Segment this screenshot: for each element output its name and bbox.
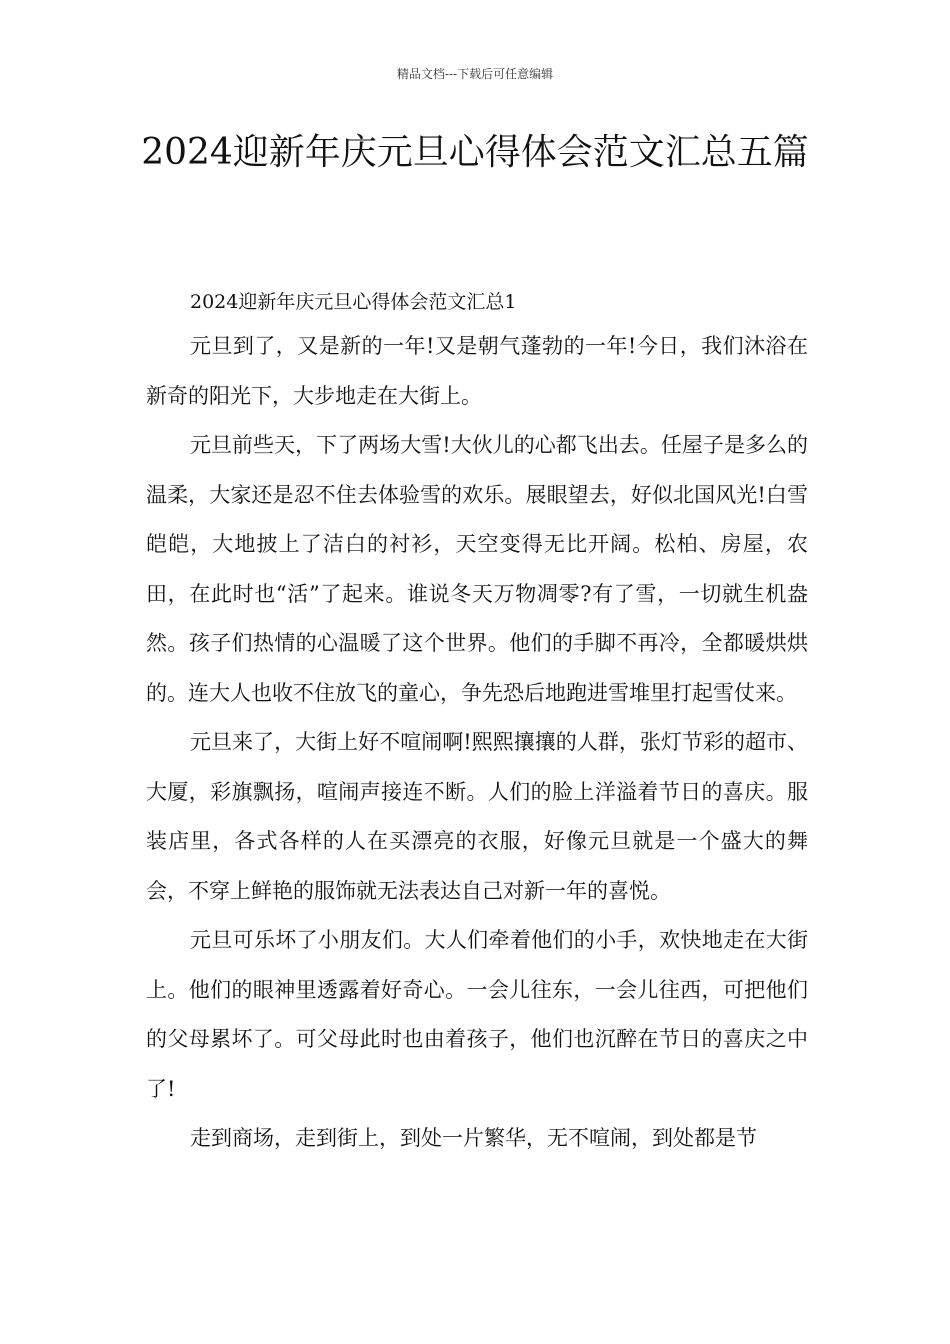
document-body [146, 282, 808, 1164]
paragraph: 走到商场，走到街上，到处一片繁华，无不喧闹，到处都是节 [190, 1126, 757, 1150]
paragraph: 元旦可乐坏了小朋友们。大人们牵着他们的小手，欢快地走在大街上。他们的眼神里透露着好奇心。一会儿往东，一会儿往西，可把他们的父母累坏了。可父母此时也由着孩子，他们也沉醉在节日的喜庆之中了! [146, 928, 808, 1101]
section-subtitle: 2024迎新年庆元旦心得体会范文汇总1 [190, 291, 517, 313]
paragraph: 元旦前些天，下了两场大雪!大伙儿的心都飞出去。任屋子是多么的温柔，大家还是忍不住去体验雪的欢乐。展眼望去，好似北国风光!白雪皑皑，大地披上了洁白的衬衫，天空变得无比开阔。松柏、房屋，农田，在此时也“活”了起来。谁说冬天万物凋零?有了雪，一切就生机盎然。孩子们热情的心温暖了这个世界。他们的手脚不再冷，全都暖烘烘的。连大人也收不住放飞的童心，争先恐后地跑进雪堆里打起雪仗来。 [146, 433, 808, 705]
document-title: 2024迎新年庆元旦心得体会范文汇总五篇 [141, 132, 809, 173]
paragraph: 元旦来了，大街上好不喧闹啊!熙熙攘攘的人群，张灯节彩的超市、大厦，彩旗飘扬，喧闹声接连不断。人们的脸上洋溢着节日的喜庆。服装店里，各式各样的人在买漂亮的衣服，好像元旦就是一个盛大的舞会，不穿上鲜艳的服饰就无法表达自己对新一年的喜悦。 [146, 730, 808, 903]
paragraph: 元旦到了，又是新的一年!又是朝气蓬勃的一年!今日，我们沐浴在新奇的阳光下，大步地走在大街上。 [146, 334, 808, 408]
header-note: 精品文档---下载后可任意编辑 [396, 67, 554, 81]
